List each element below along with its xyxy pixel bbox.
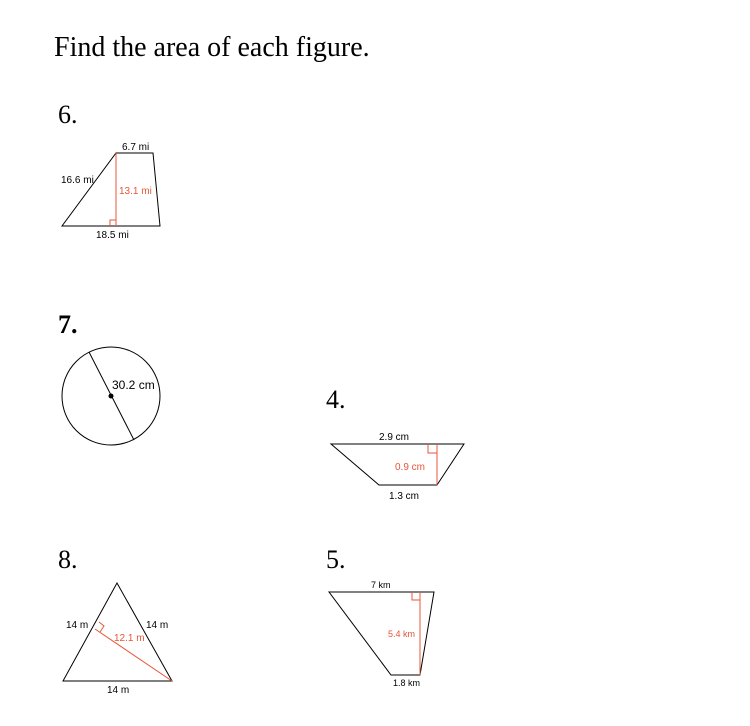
figure-7-diameter-label: 30.2 cm (112, 378, 155, 392)
figure-4-top-label: 2.9 cm (379, 432, 410, 443)
figure-8-height-label: 12.1 m (114, 633, 145, 644)
figure-5-trapezoid (329, 580, 434, 688)
figure-7-center-point (109, 394, 114, 399)
problem-7-number: 7. (58, 310, 78, 339)
figure-6-top-label: 6.7 mi (122, 142, 150, 153)
problem-5-number: 5. (326, 545, 346, 574)
figure-6-height-label: 13.1 mi (119, 186, 152, 197)
figure-6-side-label: 16.6 mi (61, 175, 94, 186)
figure-4-right-angle (428, 444, 437, 453)
figure-8-triangle (63, 583, 172, 696)
figure-5-height-label: 5.4 km (388, 629, 416, 639)
figure-5-base-label: 1.8 km (393, 678, 421, 688)
figure-4-base-label: 1.3 cm (389, 491, 420, 502)
problem-8-number: 8. (58, 545, 78, 574)
figure-8-outline (63, 583, 172, 681)
figure-4-trapezoid (331, 432, 464, 502)
figure-8-right-label: 14 m (146, 620, 169, 631)
figure-8-base-label: 14 m (107, 685, 130, 696)
figure-5-right-angle (412, 592, 420, 600)
figure-4-height-label: 0.9 cm (395, 462, 426, 473)
figure-7-circle (62, 347, 160, 445)
figure-5-outline (329, 592, 434, 675)
page-title: Find the area of each figure. (54, 32, 370, 63)
problem-6-number: 6. (58, 100, 78, 129)
figure-8-left-label: 14 m (66, 620, 89, 631)
figure-8-right-angle (99, 622, 104, 632)
problem-4-number: 4. (326, 385, 346, 414)
figure-5-top-label: 7 km (371, 580, 391, 590)
figure-6-trapezoid (61, 142, 160, 241)
figure-6-base-label: 18.5 mi (96, 230, 129, 241)
figure-6-right-angle (110, 220, 116, 226)
